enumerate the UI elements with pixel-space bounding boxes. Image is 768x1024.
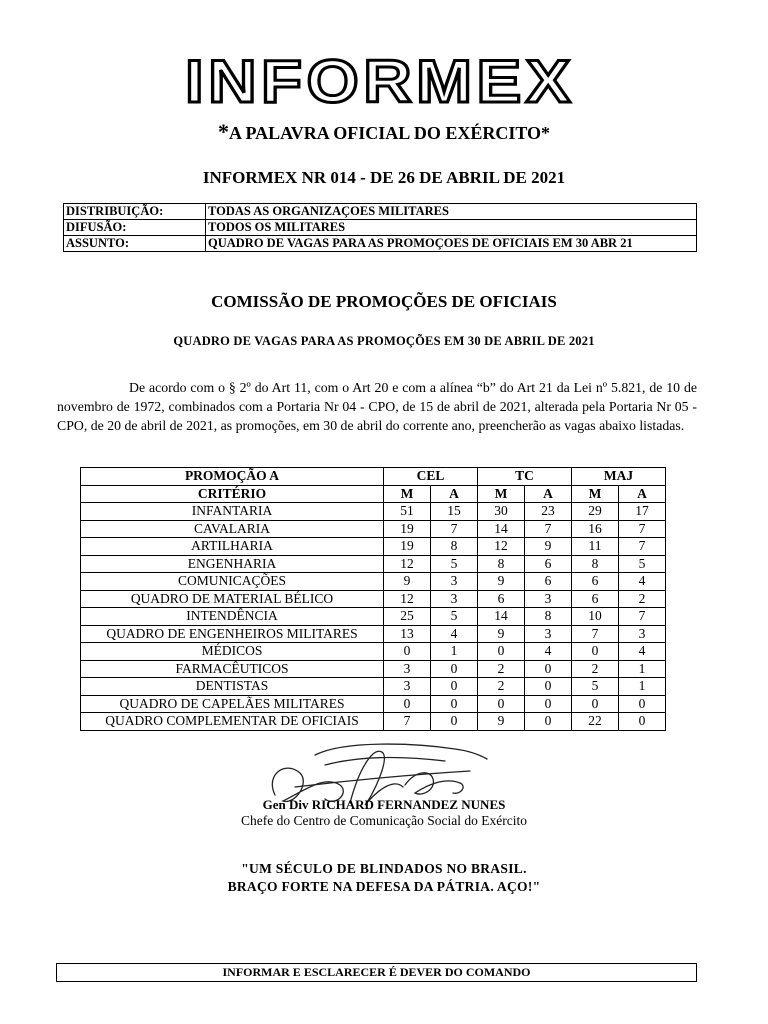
vacancy-cell: 0 (431, 678, 478, 696)
meta-row (64, 236, 697, 252)
signer-name: Gen Div RICHARD FERNANDEZ NUNES (262, 797, 506, 812)
meta-value: QUADRO DE VAGAS PARA AS PROMOÇOES DE OFICIAIS EM 30 ABR 21 (206, 236, 697, 252)
rank-header: TC (478, 468, 572, 486)
sub-header: A (619, 485, 666, 503)
signer-role: Chefe do Centro de Comunicação Social do Exército (240, 813, 528, 828)
vacancy-cell: 4 (431, 625, 478, 643)
table-row (81, 625, 666, 643)
row-label: ENGENHARIA (81, 555, 384, 573)
vacancy-cell: 0 (478, 695, 525, 713)
vacancy-cell: 8 (431, 538, 478, 556)
row-label: MÉDICOS (81, 643, 384, 661)
vacancy-cell: 10 (572, 608, 619, 626)
row-label: CAVALARIA (81, 520, 384, 538)
vacancy-cell: 6 (525, 573, 572, 591)
meta-value: TODAS AS ORGANIZAÇOES MILITARES (206, 204, 697, 220)
vacancy-cell: 22 (572, 713, 619, 731)
vacancy-cell: 3 (384, 660, 431, 678)
sub-header: A (431, 485, 478, 503)
vacancy-cell: 0 (525, 678, 572, 696)
logo-text: INFORMEX (185, 48, 575, 110)
table-row (81, 695, 666, 713)
vacancy-cell: 30 (478, 503, 525, 521)
row-label: QUADRO COMPLEMENTAR DE OFICIAIS (81, 713, 384, 731)
vacancy-cell: 7 (619, 538, 666, 556)
vacancy-cell: 0 (572, 695, 619, 713)
motto-line-2: BRAÇO FORTE NA DEFESA DA PÁTRIA. AÇO!" (227, 879, 541, 894)
vacancy-cell: 0 (525, 695, 572, 713)
vacancy-cell: 9 (525, 538, 572, 556)
vacancy-cell: 7 (431, 520, 478, 538)
body-text: De acordo com o § 2º do Art 11, com o Art 20 e com a alínea “b” do Art 21 da Lei nº 5.821, de 10 de novembro de 1972, combinados com a Portaria Nr 04 - CPO, de 15 de abril de 2021, alterada pela Portaria Nr 05 - CPO, de 20 de abril de 2021, as promoções, em 30 de abril do corrente ano, preencherão as vagas abaixo listadas. (57, 380, 697, 433)
row-label: DENTISTAS (81, 678, 384, 696)
distribution-table (63, 203, 697, 252)
vacancy-cell: 3 (431, 573, 478, 591)
vacancy-cell: 0 (619, 695, 666, 713)
vacancy-cell: 9 (384, 573, 431, 591)
table-row (81, 573, 666, 591)
body-paragraph (57, 378, 697, 435)
vacancy-cell: 0 (572, 643, 619, 661)
vacancy-cell: 0 (619, 713, 666, 731)
vacancy-cell: 0 (384, 695, 431, 713)
vacancy-cell: 14 (478, 608, 525, 626)
vacancy-cell: 8 (478, 555, 525, 573)
vacancy-cell: 9 (478, 573, 525, 591)
vacancy-cell: 29 (572, 503, 619, 521)
table-row (81, 555, 666, 573)
vacancy-cell: 3 (431, 590, 478, 608)
vacancy-cell: 0 (431, 660, 478, 678)
vacancy-cell: 4 (525, 643, 572, 661)
sub-header: M (478, 485, 525, 503)
meta-key: DISTRIBUIÇÃO: (64, 204, 206, 220)
vacancy-cell: 6 (478, 590, 525, 608)
vacancy-cell: 0 (525, 713, 572, 731)
vacancy-cell: 1 (619, 678, 666, 696)
subtitle: QUADRO DE VAGAS PARA AS PROMOÇÕES EM 30 DE ABRIL DE 2021 (173, 334, 595, 348)
table-row (81, 678, 666, 696)
vacancy-cell: 2 (478, 660, 525, 678)
vacancy-cell: 5 (431, 608, 478, 626)
header-criterio: CRITÉRIO (81, 485, 384, 503)
row-label: QUADRO DE ENGENHEIROS MILITARES (81, 625, 384, 643)
table-row (81, 538, 666, 556)
vacancy-cell: 9 (478, 625, 525, 643)
row-label: INFANTARIA (81, 503, 384, 521)
vacancy-cell: 6 (572, 573, 619, 591)
vacancy-cell: 19 (384, 538, 431, 556)
vacancy-cell: 7 (619, 520, 666, 538)
table-row (81, 590, 666, 608)
vacancy-cell: 4 (619, 573, 666, 591)
vacancy-cell: 3 (619, 625, 666, 643)
table-row (81, 520, 666, 538)
footer-box: INFORMAR E ESCLARECER É DEVER DO COMANDO (56, 963, 697, 982)
vacancy-cell: 2 (572, 660, 619, 678)
vacancy-cell: 0 (431, 695, 478, 713)
vacancy-cell: 4 (619, 643, 666, 661)
vacancy-cell: 25 (384, 608, 431, 626)
table-row (81, 643, 666, 661)
section-title: COMISSÃO DE PROMOÇÕES DE OFICIAIS (211, 292, 557, 311)
row-label: COMUNICAÇÕES (81, 573, 384, 591)
slogan: *A PALAVRA OFICIAL DO EXÉRCITO* (217, 119, 551, 144)
sub-header: M (572, 485, 619, 503)
vacancy-cell: 7 (572, 625, 619, 643)
sub-header: A (525, 485, 572, 503)
vacancy-cell: 7 (525, 520, 572, 538)
vacancy-cell: 11 (572, 538, 619, 556)
quota-header-row-1 (81, 468, 666, 486)
quota-header-row-2 (81, 485, 666, 503)
meta-row (64, 204, 697, 220)
vacancy-cell: 3 (384, 678, 431, 696)
meta-value: TODOS OS MILITARES (206, 220, 697, 236)
vacancy-cell: 51 (384, 503, 431, 521)
informex-logo (180, 44, 580, 110)
table-row (81, 608, 666, 626)
document-title: INFORMEX NR 014 - DE 26 DE ABRIL DE 2021 (202, 168, 566, 187)
row-label: QUADRO DE MATERIAL BÉLICO (81, 590, 384, 608)
vacancy-cell: 2 (619, 590, 666, 608)
row-label: FARMACÊUTICOS (81, 660, 384, 678)
vacancy-cell: 16 (572, 520, 619, 538)
vacancy-cell: 12 (384, 590, 431, 608)
vacancy-cell: 0 (478, 643, 525, 661)
vacancy-cell: 12 (384, 555, 431, 573)
vacancy-cell: 12 (478, 538, 525, 556)
vacancy-cell: 7 (619, 608, 666, 626)
quota-table (80, 467, 666, 731)
vacancy-cell: 15 (431, 503, 478, 521)
vacancy-cell: 6 (525, 555, 572, 573)
rank-header: CEL (384, 468, 478, 486)
vacancy-cell: 5 (431, 555, 478, 573)
vacancy-cell: 0 (384, 643, 431, 661)
vacancy-cell: 9 (478, 713, 525, 731)
table-row (81, 503, 666, 521)
header-promocao: PROMOÇÃO A (81, 468, 384, 486)
meta-row (64, 220, 697, 236)
vacancy-cell: 17 (619, 503, 666, 521)
table-row (81, 713, 666, 731)
vacancy-cell: 3 (525, 590, 572, 608)
vacancy-cell: 5 (619, 555, 666, 573)
vacancy-cell: 14 (478, 520, 525, 538)
meta-key: DIFUSÃO: (64, 220, 206, 236)
row-label: INTENDÊNCIA (81, 608, 384, 626)
vacancy-cell: 8 (572, 555, 619, 573)
vacancy-cell: 1 (619, 660, 666, 678)
vacancy-cell: 1 (431, 643, 478, 661)
sub-header: M (384, 485, 431, 503)
vacancy-cell: 0 (431, 713, 478, 731)
meta-key: ASSUNTO: (64, 236, 206, 252)
row-label: ARTILHARIA (81, 538, 384, 556)
vacancy-cell: 2 (478, 678, 525, 696)
vacancy-cell: 3 (525, 625, 572, 643)
vacancy-cell: 19 (384, 520, 431, 538)
vacancy-cell: 23 (525, 503, 572, 521)
vacancy-cell: 7 (384, 713, 431, 731)
vacancy-cell: 6 (572, 590, 619, 608)
row-label: QUADRO DE CAPELÃES MILITARES (81, 695, 384, 713)
vacancy-cell: 0 (525, 660, 572, 678)
slogan-text: A PALAVRA OFICIAL DO EXÉRCITO* (228, 123, 551, 143)
vacancy-cell: 5 (572, 678, 619, 696)
table-row (81, 660, 666, 678)
vacancy-cell: 8 (525, 608, 572, 626)
rank-header: MAJ (572, 468, 666, 486)
vacancy-cell: 13 (384, 625, 431, 643)
motto-line-1: "UM SÉCULO DE BLINDADOS NO BRASIL. (241, 861, 527, 876)
